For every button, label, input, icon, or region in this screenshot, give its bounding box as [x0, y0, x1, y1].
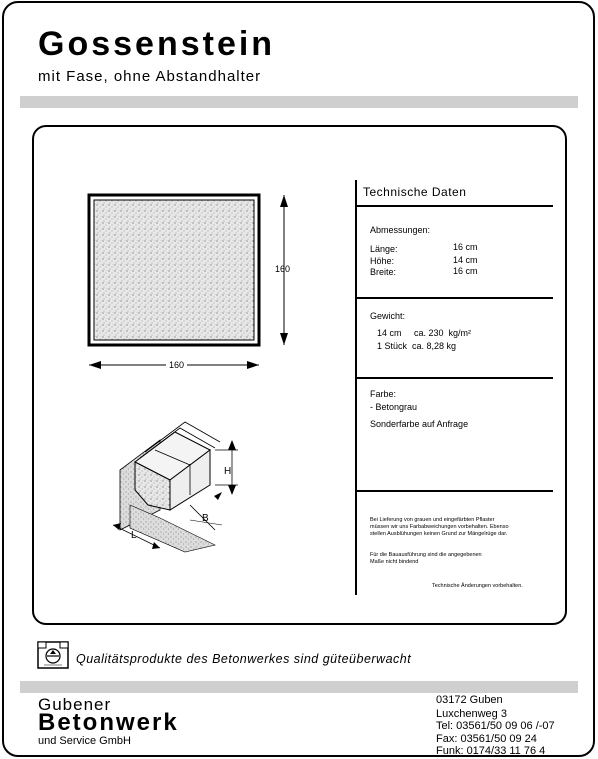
- quality-statement: Qualitätsprodukte des Betonwerkes sind güteüberwacht: [76, 652, 412, 666]
- company-name-main: Betonwerk: [38, 709, 179, 736]
- specs-column: [355, 180, 555, 595]
- note-text: stellen Ausblühungen keinen Grund zur Mängelrüge dar.: [370, 531, 508, 537]
- fax-line: Fax: 03561/50 09 24: [436, 733, 537, 745]
- company-name-top: Gubener: [38, 695, 112, 714]
- special-color-note: Sonderfarbe auf Anfrage: [370, 419, 469, 429]
- mobile-line: Funk: 0174/33 11 76 4: [436, 745, 546, 757]
- footer-divider-bar: [20, 681, 578, 693]
- page-subtitle: mit Fase, ohne Abstandhalter: [38, 68, 262, 85]
- color-label: Farbe:: [370, 389, 397, 399]
- quality-seal-icon: [36, 640, 70, 670]
- note-text: Technische Änderungen vorbehalten.: [432, 583, 523, 589]
- width-dimension-label: 160: [166, 360, 187, 371]
- stone-top-view-surface: [94, 200, 254, 340]
- weight-line: 1 Stück ca. 8,28 kg: [377, 341, 457, 351]
- dimension-value: 16 cm: [453, 266, 478, 276]
- specs-divider: [357, 377, 553, 379]
- specs-divider: [357, 490, 553, 492]
- address-line: Luxchenweg 3: [436, 708, 507, 720]
- dimensions-label: Abmessungen:: [370, 225, 431, 235]
- page-title: Gossenstein: [38, 25, 276, 63]
- label-h: H: [224, 466, 232, 477]
- address-line: 03172 Guben: [436, 694, 503, 706]
- company-name-sub: und Service GmbH: [38, 735, 131, 747]
- specs-heading: Technische Daten: [363, 185, 467, 199]
- dimension-name: Höhe:: [370, 256, 395, 266]
- dimension-name: Länge:: [370, 244, 398, 254]
- note-text: Maße nicht bindend: [370, 559, 419, 565]
- note-text: müssen wir uns Farbabweichungen vorbehalten. Ebenso: [370, 524, 509, 530]
- dimension-name: Breite:: [370, 267, 397, 277]
- color-item: - Betongrau: [370, 402, 418, 412]
- weight-line: 14 cm ca. 230 kg/m²: [377, 328, 472, 338]
- note-text: Bei Lieferung von grauen und eingefärbten Pflaster: [370, 517, 495, 523]
- dimension-value: 16 cm: [453, 242, 478, 252]
- weight-label: Gewicht:: [370, 311, 406, 321]
- height-dimension-label: 160: [275, 264, 291, 274]
- note-text: Für die Bauausführung sind die angegebenen: [370, 552, 482, 558]
- phone-line: Tel: 03561/50 09 06 /-07: [436, 720, 555, 732]
- label-l: L: [131, 530, 137, 541]
- dimension-value: 14 cm: [453, 255, 478, 265]
- specs-divider: [357, 297, 553, 299]
- label-b: B: [202, 513, 209, 524]
- specs-divider: [357, 205, 553, 207]
